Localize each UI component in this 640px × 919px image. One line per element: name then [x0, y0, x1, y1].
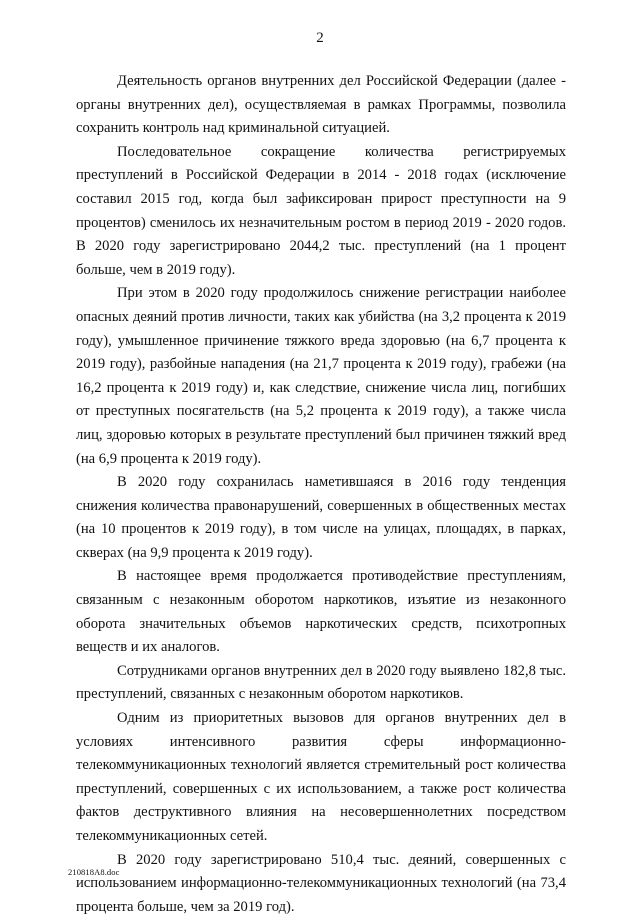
document-file-code: 210818A8.doc [68, 867, 120, 877]
document-body [76, 70, 566, 919]
page-number: 2 [316, 30, 324, 46]
paragraph-public-places-offenses: В 2020 году сохранилась наметившаяся в 2016 году тенденция снижения количества правонарушений, совершенных в общественных местах (на 10 процентов к 2019 году), в том числе на улицах, площадях, в парках, скверах (на 9,9 процента к 2019 году). [76, 474, 566, 561]
paragraph-ict-crime-challenges: Одним из приоритетных вызовов для органов внутренних дел в условиях интенсивного развития сферы информационно-телекоммуникационных технологий является стремительный рост количества преступлений, совершенных с их использованием, а также рост количества фактов деструктивного влияния на несовершеннолетних посредством телекоммуникационных сетей. [76, 710, 566, 844]
paragraph-crimes-against-person: При этом в 2020 году продолжилось снижение регистрации наиболее опасных деяний против личности, таких как убийства (на 3,2 процента к 2019 году), умышленное причинение тяжкого вреда здоровью (на 6,7 процента к 2019 году), разбойные нападения (на 21,7 процента к 2019 году), грабежи (на 16,2 процента к 2019 году) и, как следствие, снижение числа лиц, погибших от преступных посягательств (на 5,2 процента к 2019 году), а также числа лиц, здоровью которых в результате преступлений был причинен тяжкий вред (на 6,9 процента к 2019 году). [76, 285, 566, 467]
paragraph-internal-affairs-activity: Деятельность органов внутренних дел Российской Федерации (далее - органы внутренних дел), осуществляемая в рамках Программы, позволила сохранить контроль над криминальной ситуацией. [76, 73, 566, 137]
paragraph-crime-registration-trend: Последовательное сокращение количества регистрируемых преступлений в Российской Федерации в 2014 - 2018 годах (исключение составил 2015 год, когда был зафиксирован прирост преступности на 9 процентов) сменилось их незначительным ростом в период 2019 - 2020 годов. В 2020 году зарегистрировано 2044,2 тыс. преступлений (на 1 процент больше, чем в 2019 году). [76, 143, 566, 278]
paragraph-drug-trafficking-countermeasures: В настоящее время продолжается противодействие преступлениям, связанным с незаконным оборотом наркотиков, изъятие из незаконного оборота значительных объемов наркотических средств, психотропных веществ и их аналогов. [76, 568, 566, 656]
paragraph-drug-crimes-detected: Сотрудниками органов внутренних дел в 2020 году выявлено 182,8 тыс. преступлений, связанных с незаконным оборотом наркотиков. [76, 662, 566, 703]
paragraph-ict-crimes-registered: В 2020 году зарегистрировано 510,4 тыс. деяний, совершенных с использованием информационно-телекоммуникационных технологий (на 73,4 процента больше, чем за 2019 год). [76, 851, 566, 915]
